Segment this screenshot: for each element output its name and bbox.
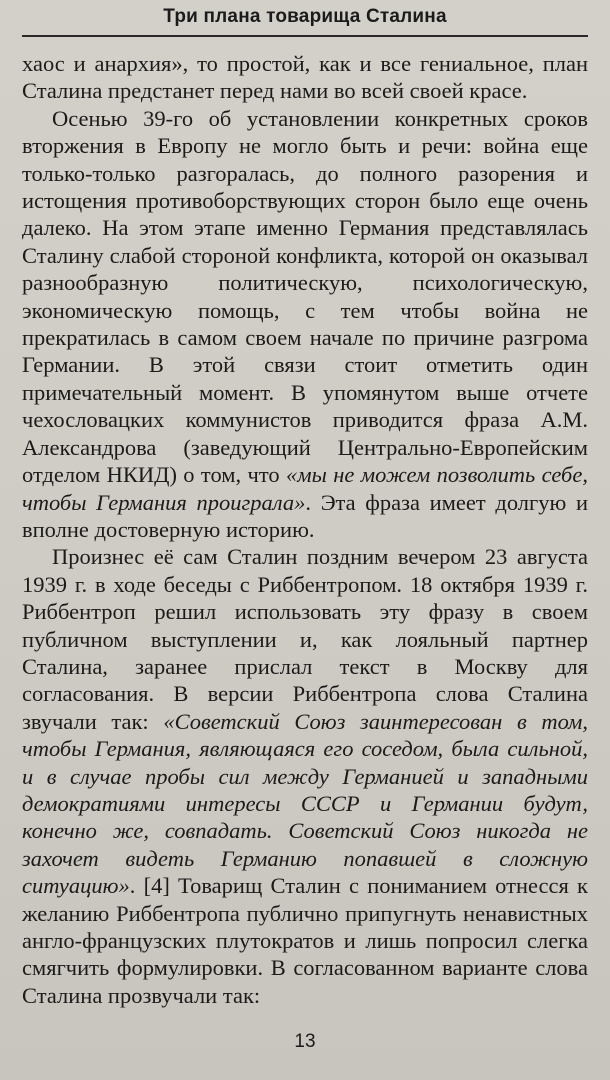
- paragraph-text: хаос и анархия», то простой, как и все гениальное, план Сталина предстанет перед нами во всей своей красе.: [22, 51, 588, 104]
- paragraph-text: Осенью 39-го об установлении конкретных сроков вторжения в Европу не могло быть и речи: война еще только-только разгоралась, до полного разорения и истощения противоборствующих сторон было еще очень далеко. На этом этапе именно Германия представлялась Сталину слабой стороной конфликта, которой он оказывал разнообразную политическую, психологическую, экономическую помощь, с тем чтобы война не прекратилась в самом своем начале по причине разгрома Германии. В этой связи стоит отметить один примечательный момент. В упомянутом выше отчете чехословацких коммунистов приводится фраза А.М. Александрова (заведующий Центрально-Европейским отделом НКИД) о том, что: [22, 105, 588, 488]
- italic-quote: «мы не можем позволить себе, чтобы Германия проиграла»: [22, 462, 588, 515]
- paragraph-continuation: [22, 50, 588, 105]
- body-text: [22, 50, 588, 1009]
- header-rule: [22, 35, 588, 37]
- running-header-title: Три плана товарища Сталина: [163, 6, 447, 27]
- page-number: 13: [294, 1031, 316, 1052]
- paragraph-text: Произнес её сам Сталин поздним вечером 23 августа 1939 г. в ходе беседы с Риббентропом. 18 октября 1939 г. Риббентроп решил использовать эту фразу в своем публичном выступлении и, как лояльный партнер Сталина, заранее прислал текст в Москву для согласования. В версии Риббентропа слова Сталина звучали так:: [22, 544, 588, 734]
- paragraph: [22, 105, 588, 544]
- paragraph: [22, 543, 588, 1009]
- italic-quote: «Советский Союз заинтересован в том, чтобы Германия, являющаяся его соседом, была сильной, и в случае пробы сил между Германией и западными демократиями интересы СССР и Германии будут, конечно же, совпадать. Советский Союз никогда не захочет видеть Германию попавшей в сложную ситуацию»: [22, 708, 588, 899]
- paragraph-text-after: . [4] Товарищ Сталин с пониманием отнесся к желанию Риббентропа публично припугнуть ненавистных англо-французских плутократов и лишь попросил слегка смягчить формулировки. В согласованном варианте слова Сталина прозвучали так:: [22, 873, 588, 1008]
- paragraph-text-after: . Эта фраза имеет долгую и вполне достоверную историю.: [22, 489, 588, 542]
